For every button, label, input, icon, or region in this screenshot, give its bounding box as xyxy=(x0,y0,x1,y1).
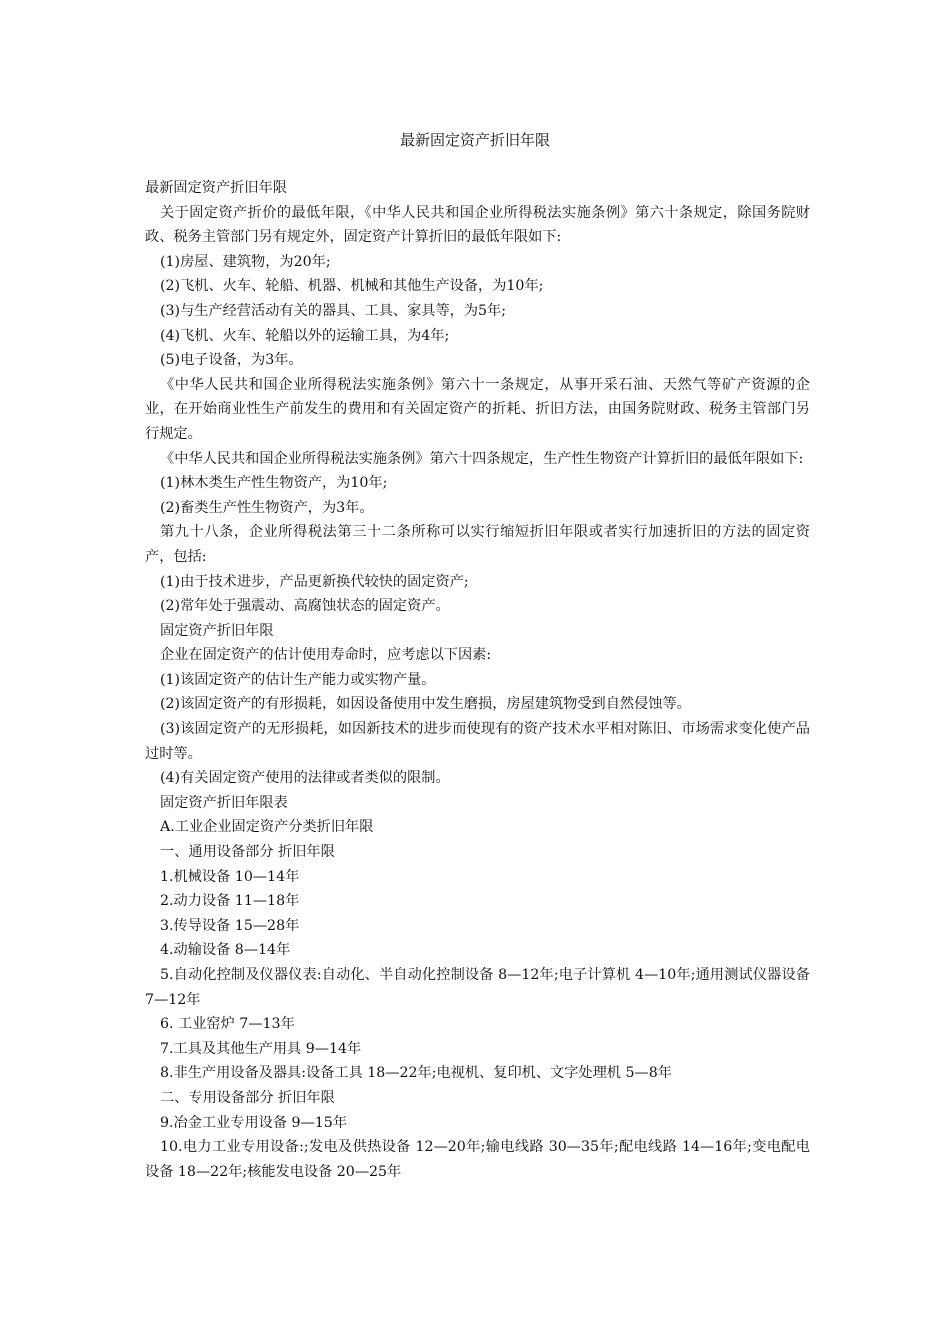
document-paragraph: 7.工具及其他生产用具 9—14年 xyxy=(160,1040,362,1057)
document-paragraph: (5)电子设备，为3年。 xyxy=(160,352,303,369)
document-paragraph: 5.自动化控制及仪器仪表:自动化、半自动化控制设备 8—12年;电子计算机 4—10年;通用测试仪器设备 7—12年 xyxy=(145,967,810,1008)
document-paragraph: (2)畜类生产性生物资产，为3年。 xyxy=(160,499,374,516)
document-paragraph: 《中华人民共和国企业所得税法实施条例》第六十一条规定，从事开采石油、天然气等矿产资源的企业，在开始商业性生产前发生的费用和有关固定资产的折耗、折旧方法，由国务院财政、税务主管部门另行规定。 xyxy=(145,376,810,442)
document-paragraph: 10.电力工业专用设备:;发电及供热设备 12—20年;输电线路 30—35年;配电线路 14—16年;变电配电设备 18—22年;核能发电设备 20—25年 xyxy=(145,1139,810,1180)
document-paragraph: (3)该固定资产的无形损耗，如因新技术的进步而使现有的资产技术水平相对陈旧、市场需求变化使产品过时等。 xyxy=(145,721,810,762)
document-paragraph: 固定资产折旧年限表 xyxy=(160,794,288,811)
document-paragraph: (1)由于技术进步，产品更新换代较快的固定资产; xyxy=(160,573,469,590)
document-body xyxy=(145,176,810,1184)
document-paragraph: 企业在固定资产的估计使用寿命时，应考虑以下因素: xyxy=(160,647,492,664)
document-paragraph: 二、专用设备部分 折旧年限 xyxy=(160,1089,335,1106)
document-paragraph: 关于固定资产折价的最低年限，《中华人民共和国企业所得税法实施条例》第六十条规定，除国务院财政、税务主管部门另有规定外，固定资产计算折旧的最低年限如下: xyxy=(145,204,810,246)
document-paragraph: 《中华人民共和国企业所得税法实施条例》第六十四条规定，生产性生物资产计算折旧的最低年限如下: xyxy=(160,450,804,467)
document-title: 最新固定资产折旧年限 xyxy=(399,131,550,149)
document-paragraph: 2.动力设备 11—18年 xyxy=(160,893,300,910)
document-paragraph: 6. 工业窑炉 7—13年 xyxy=(160,1016,295,1033)
document-paragraph: 一、通用设备部分 折旧年限 xyxy=(160,844,335,861)
document-paragraph: 8.非生产用设备及器具:设备工具 18—22年;电视机、复印机、文字处理机 5—8年 xyxy=(160,1065,672,1082)
document-paragraph: 4.动输设备 8—14年 xyxy=(160,942,291,959)
document-paragraph: (2)飞机、火车、轮船、机器、机械和其他生产设备，为10年; xyxy=(160,278,544,295)
document-paragraph: A.工业企业固定资产分类折旧年限 xyxy=(160,819,374,836)
document-paragraph: (4)飞机、火车、轮船以外的运输工具，为4年; xyxy=(160,327,450,344)
document-paragraph: (4)有关固定资产使用的法律或者类似的限制。 xyxy=(160,770,450,787)
document-paragraph: (1)该固定资产的估计生产能力或实物产量。 xyxy=(160,671,436,688)
document-paragraph: (3)与生产经营活动有关的器具、工具、家具等，为5年; xyxy=(160,302,507,319)
document-paragraph: 最新固定资产折旧年限 xyxy=(145,180,287,196)
document-paragraph: (2)该固定资产的有形损耗，如因设备使用中发生磨损，房屋建筑物受到自然侵蚀等。 xyxy=(160,696,691,713)
document-paragraph: 3.传导设备 15—28年 xyxy=(160,917,300,934)
document-paragraph: (2)常年处于强震动、高腐蚀状态的固定资产。 xyxy=(160,598,450,615)
document-paragraph: 1.机械设备 10—14年 xyxy=(160,868,300,885)
document-paragraph: 第九十八条，企业所得税法第三十二条所称可以实行缩短折旧年限或者实行加速折旧的方法的固定资产，包括: xyxy=(145,524,810,565)
document-paragraph: (1)林木类生产性生物资产，为10年; xyxy=(160,475,388,492)
document-paragraph: (1)房屋、建筑物，为20年; xyxy=(160,253,331,270)
document-paragraph: 固定资产折旧年限 xyxy=(160,622,274,639)
document-paragraph: 9.冶金工业专用设备 9—15年 xyxy=(160,1114,348,1131)
